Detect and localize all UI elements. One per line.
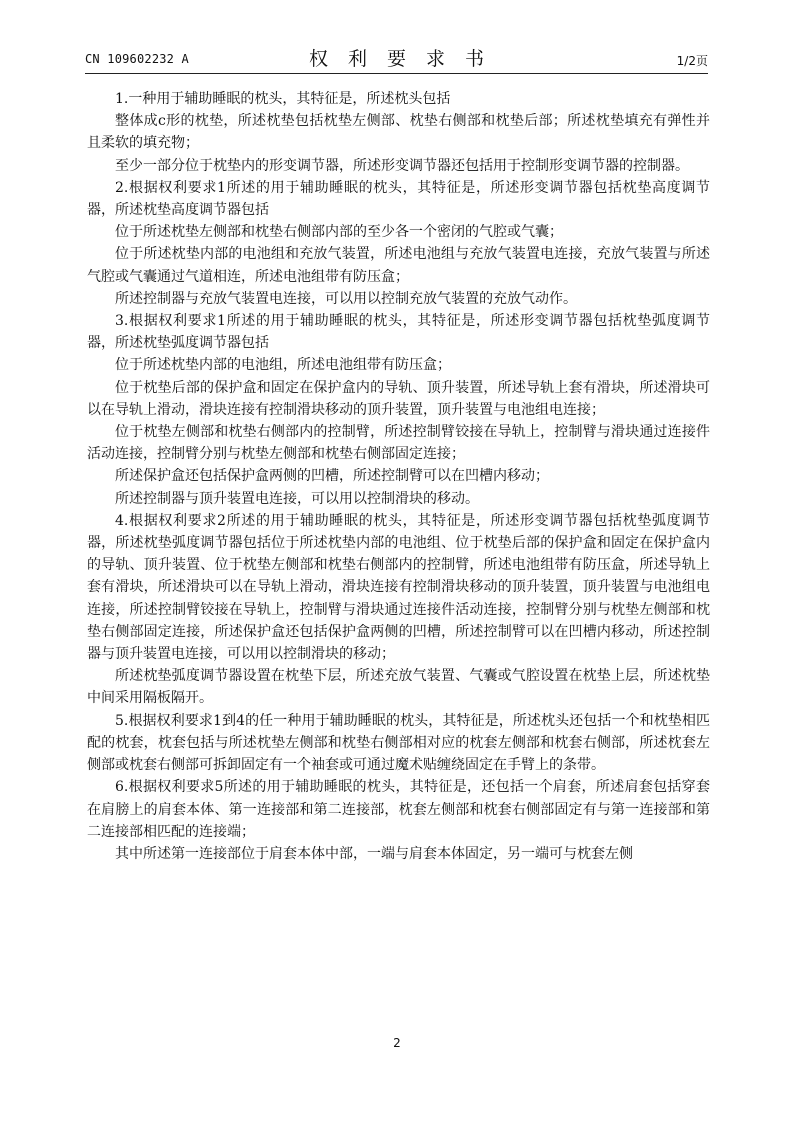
claim-paragraph: 2.根据权利要求1所述的用于辅助睡眠的枕头，其特征是，所述形变调节器包括枕垫高度调节器，所述枕垫高度调节器包括	[87, 179, 710, 219]
header-rule	[85, 73, 708, 74]
claim-paragraph: 位于枕垫后部的保护盒和固定在保护盒内的导轨、顶升装置，所述导轨上套有滑块，所述滑块可以在导轨上滑动，滑块连接有控制滑块移动的顶升装置，顶升装置与电池组电连接；	[87, 379, 710, 418]
document-title: 权利要求书	[308, 48, 504, 70]
claim-paragraph: 其中所述第一连接部位于肩套本体中部，一端与肩套本体固定，另一端可与枕套左侧	[115, 845, 633, 862]
page-header	[85, 42, 708, 72]
claim-paragraph: 4.根据权利要求2所述的用于辅助睡眠的枕头，其特征是，所述形变调节器包括枕垫弧度调节器，所述枕垫弧度调节器包括位于所述枕垫内部的电池组、位于枕垫后部的保护盒和固定在保护盒内的导轨、顶升装置、位于枕垫左侧部和枕垫右侧部内的控制臂，所述电池组带有防压盒，所述导轨上套有滑块，所述滑块可以在导轨上滑动，滑块连接有控制滑块移动的顶升装置，顶升装置与电池组电连接，所述控制臂铰接在导轨上，控制臂与滑块通过连接件活动连接，控制臂分别与枕垫左侧部和枕垫右侧部固定连接，所述保护盒还包括保护盒两侧的凹槽，所述控制臂可以在凹槽内移动，所述控制器与顶升装置电连接，可以用以控制滑块的移动；	[87, 512, 710, 663]
claims-body	[87, 88, 710, 865]
claim-paragraph: 位于所述枕垫内部的电池组，所述电池组带有防压盒；	[115, 357, 451, 374]
claim-paragraph: 整体成c形的枕垫，所述枕垫包括枕垫左侧部、枕垫右侧部和枕垫后部；所述枕垫填充有弹性并且柔软的填充物；	[87, 113, 710, 152]
claim-paragraph: 所述枕垫弧度调节器设置在枕垫下层，所述充放气装置、气囊或气腔设置在枕垫上层，所述枕垫中间采用隔板隔开。	[87, 668, 710, 707]
claim-paragraph: 1.一种用于辅助睡眠的枕头，其特征是，所述枕头包括	[115, 91, 451, 107]
claim-paragraph: 所述保护盒还包括保护盒两侧的凹槽，所述控制臂可以在凹槽内移动；	[115, 468, 549, 485]
claim-paragraph: 位于所述枕垫左侧部和枕垫右侧部内部的至少各一个密闭的气腔或气囊；	[115, 224, 563, 241]
claim-paragraph: 5.根据权利要求1到4的任一种用于辅助睡眠的枕头，其特征是，所述枕头还包括一个和枕垫相匹配的枕套，枕套包括与所述枕垫左侧部和枕垫右侧部相对应的枕套左侧部和枕套右侧部，所述枕套左侧部或枕套右侧部可拆卸固定有一个袖套或可通过魔术贴缠绕固定在手臂上的条带。	[87, 712, 710, 774]
page-number: 2	[393, 1036, 401, 1050]
page-indicator: 1/2页	[676, 54, 708, 68]
claim-paragraph: 3.根据权利要求1所述的用于辅助睡眠的枕头，其特征是，所述形变调节器包括枕垫弧度调节器，所述枕垫弧度调节器包括	[87, 313, 710, 352]
claim-paragraph: 所述控制器与充放气装置电连接，可以用以控制充放气装置的充放气动作。	[115, 290, 577, 307]
claim-paragraph: 位于枕垫左侧部和枕垫右侧部内的控制臂，所述控制臂铰接在导轨上，控制臂与滑块通过连接件活动连接，控制臂分别与枕垫左侧部和枕垫右侧部固定连接；	[87, 424, 710, 463]
claim-paragraph: 位于所述枕垫内部的电池组和充放气装置，所述电池组与充放气装置电连接，充放气装置与所述气腔或气囊通过气道相连，所述电池组带有防压盒；	[87, 246, 710, 285]
claim-paragraph: 所述控制器与顶升装置电连接，可以用以控制滑块的移动。	[115, 490, 479, 507]
publication-number: CN 109602232 A	[85, 52, 189, 66]
claim-paragraph: 至少一部分位于枕垫内的形变调节器，所述形变调节器还包括用于控制形变调节器的控制器。	[115, 157, 689, 174]
claim-paragraph: 6.根据权利要求5所述的用于辅助睡眠的枕头，其特征是，还包括一个肩套，所述肩套包括穿套在肩膀上的肩套本体、第一连接部和第二连接部，枕套左侧部和枕套右侧部固定有与第一连接部和第二连接部相匹配的连接端；	[87, 779, 710, 840]
